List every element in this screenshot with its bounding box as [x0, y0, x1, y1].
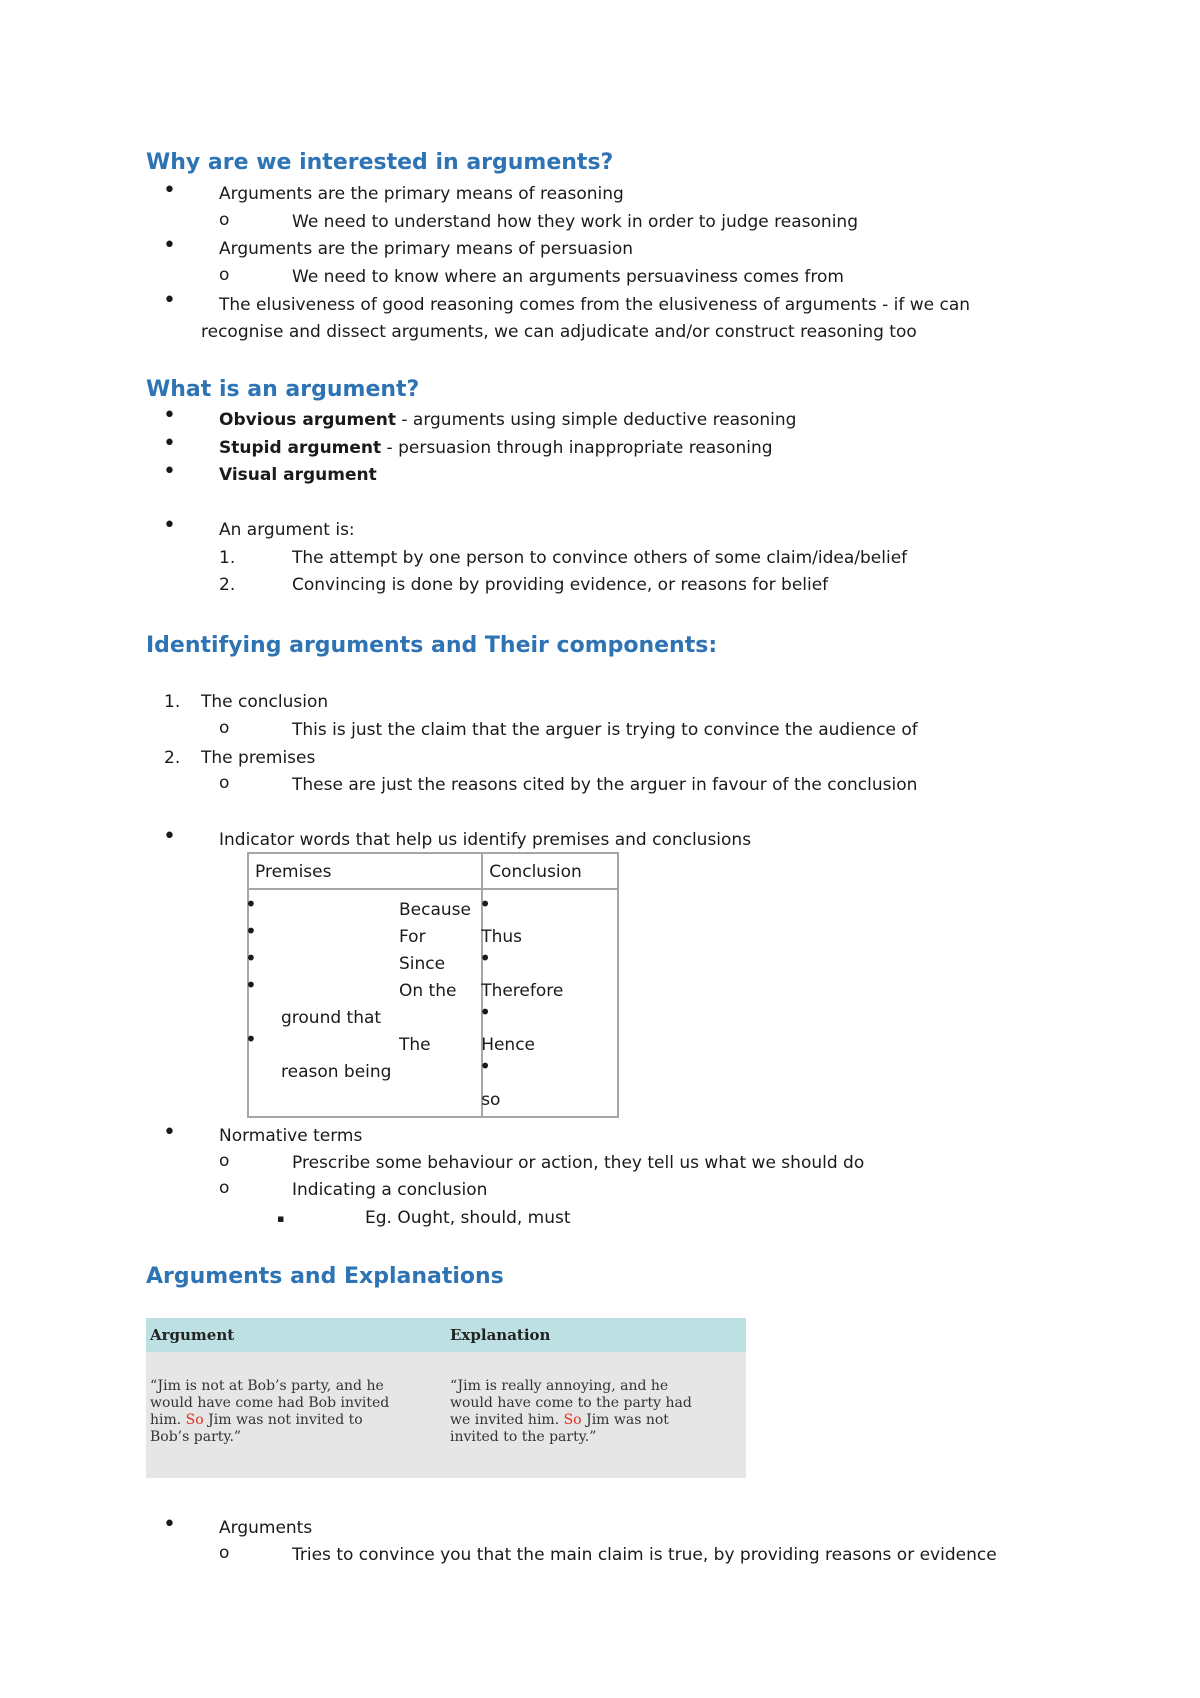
- premise-indicator: For: [399, 927, 426, 947]
- table-header-conclusion: [482, 853, 618, 889]
- definition-stupid-argument: [219, 440, 773, 457]
- example-text: Jim was not invited to: [203, 1412, 363, 1428]
- term-stupid-argument: Stupid argument: [219, 438, 382, 458]
- image-header-explanation: Explanation: [450, 1326, 551, 1344]
- bullet-dot: •: [163, 403, 176, 428]
- bullet-circle: o: [219, 265, 230, 285]
- list-item: The attempt by one person to convince others of some claim/idea/belief: [292, 548, 908, 568]
- bullet-text: Arguments are the primary means of reasoning: [219, 184, 624, 204]
- sub-bullet-text: We need to know where an arguments persuaviness comes from: [292, 267, 844, 287]
- indicator-words-table: [247, 852, 619, 1118]
- premise-indicator-continued: ground that: [281, 1008, 382, 1028]
- bullet-dot: •: [479, 1000, 491, 1024]
- list-number: 1.: [164, 692, 181, 712]
- premise-indicator: The: [399, 1035, 431, 1055]
- image-table-header: [146, 1318, 746, 1352]
- bullet-dot: •: [479, 1054, 491, 1078]
- list-number: 2.: [164, 748, 181, 768]
- list-number: 1.: [219, 548, 236, 568]
- explanation-example: [450, 1378, 692, 1446]
- column-header: Conclusion: [489, 862, 582, 882]
- bullet-circle: o: [219, 1151, 230, 1171]
- list-item: Convincing is done by providing evidence, or reasons for belief: [292, 575, 829, 595]
- list-number: 2.: [219, 575, 236, 595]
- heading-arguments-explanations: Arguments and Explanations: [146, 1264, 504, 1289]
- bullet-dot: •: [163, 513, 176, 538]
- bullet-dot: •: [479, 946, 491, 970]
- so-indicator: So: [185, 1412, 204, 1428]
- list-item: The premises: [201, 748, 316, 768]
- column-header: Premises: [255, 862, 332, 882]
- bullet-text: Indicator words that help us identify premises and conclusions: [219, 830, 752, 850]
- argument-explanation-image: [146, 1318, 746, 1478]
- bullet-circle: o: [219, 1178, 230, 1198]
- bullet-dot: •: [245, 892, 257, 916]
- argument-example: [150, 1378, 389, 1446]
- bullet-text: Arguments are the primary means of persuasion: [219, 239, 634, 259]
- example-text: Jim was not: [581, 1412, 669, 1428]
- bullet-dot: •: [163, 824, 176, 849]
- premise-indicator: On the: [399, 981, 457, 1001]
- bullet-dot: •: [163, 459, 176, 484]
- bullet-circle: o: [219, 773, 230, 793]
- premise-indicator-continued: reason being: [281, 1062, 392, 1082]
- conclusion-indicator: Hence: [481, 1035, 536, 1055]
- bullet-text: An argument is:: [219, 520, 355, 540]
- heading-what-is-argument: What is an argument?: [146, 377, 420, 402]
- bullet-text-continued: recognise and dissect arguments, we can adjudicate and/or construct reasoning too: [201, 322, 917, 342]
- bullet-dot: •: [245, 1027, 257, 1051]
- bullet-dot: •: [163, 1512, 176, 1537]
- heading-identifying-arguments: Identifying arguments and Their components:: [146, 633, 718, 658]
- bullet-dot: •: [163, 233, 176, 258]
- example-text: him.: [150, 1412, 186, 1428]
- example-line: invited to the party.”: [450, 1429, 597, 1445]
- desc-obvious-argument: - arguments using simple deductive reasoning: [395, 410, 797, 430]
- heading-why-arguments: Why are we interested in arguments?: [146, 150, 614, 175]
- definition-obvious-argument: [219, 412, 796, 429]
- bullet-circle: o: [219, 718, 230, 738]
- premise-indicator: Because: [399, 900, 471, 920]
- example-text: we invited him.: [450, 1412, 564, 1428]
- conclusion-indicator: Therefore: [481, 981, 564, 1001]
- conclusion-indicator: so: [481, 1090, 501, 1110]
- bullet-dot: •: [163, 431, 176, 456]
- bullet-dot: •: [163, 1120, 176, 1145]
- example-line: “Jim is really annoying, and he: [450, 1378, 669, 1394]
- bullet-text: Normative terms: [219, 1126, 363, 1146]
- premises-cell: [245, 889, 482, 1117]
- bullet-dot: •: [163, 178, 176, 203]
- bullet-text: Arguments: [219, 1518, 313, 1538]
- example-line: [450, 1412, 692, 1429]
- bullet-circle: o: [219, 1543, 230, 1563]
- bullet-dot: •: [245, 973, 257, 997]
- bullet-square: ▪: [277, 1212, 285, 1225]
- example-line: “Jim is not at Bob’s party, and he: [150, 1378, 384, 1394]
- sub-bullet-text: Tries to convince you that the main claim is true, by providing reasons or evidence: [292, 1545, 997, 1565]
- premise-indicator: Since: [399, 954, 446, 974]
- desc-stupid-argument: - persuasion through inappropriate reasoning: [381, 438, 773, 458]
- example-line: [150, 1412, 389, 1429]
- bullet-circle: o: [219, 210, 230, 230]
- example-line: would have come had Bob invited: [150, 1395, 390, 1411]
- bullet-dot: •: [245, 946, 257, 970]
- bullet-dot: •: [479, 892, 491, 916]
- sub-bullet-text: This is just the claim that the arguer is trying to convince the audience of: [292, 720, 918, 740]
- example-line: would have come to the party had: [450, 1395, 692, 1411]
- sub-bullet-text: These are just the reasons cited by the arguer in favour of the conclusion: [292, 775, 918, 795]
- example-line: Bob’s party.”: [150, 1429, 242, 1445]
- conclusion-cell: [479, 889, 618, 1117]
- image-header-argument: Argument: [150, 1326, 235, 1344]
- sub-bullet-text: We need to understand how they work in order to judge reasoning: [292, 212, 858, 232]
- list-item: The conclusion: [201, 692, 329, 712]
- table-header-premises: [248, 853, 482, 889]
- conclusion-indicator: Thus: [481, 927, 522, 947]
- so-indicator: So: [563, 1412, 582, 1428]
- term-obvious-argument: Obvious argument: [219, 410, 396, 430]
- bullet-dot: •: [163, 288, 176, 313]
- bullet-dot: •: [245, 919, 257, 943]
- term-visual-argument: Visual argument: [219, 465, 377, 485]
- sub-sub-bullet-text: Eg. Ought, should, must: [365, 1208, 571, 1228]
- bullet-text: The elusiveness of good reasoning comes from the elusiveness of arguments - if we can: [219, 295, 971, 315]
- sub-bullet-text: Indicating a conclusion: [292, 1180, 488, 1200]
- sub-bullet-text: Prescribe some behaviour or action, they tell us what we should do: [292, 1153, 865, 1173]
